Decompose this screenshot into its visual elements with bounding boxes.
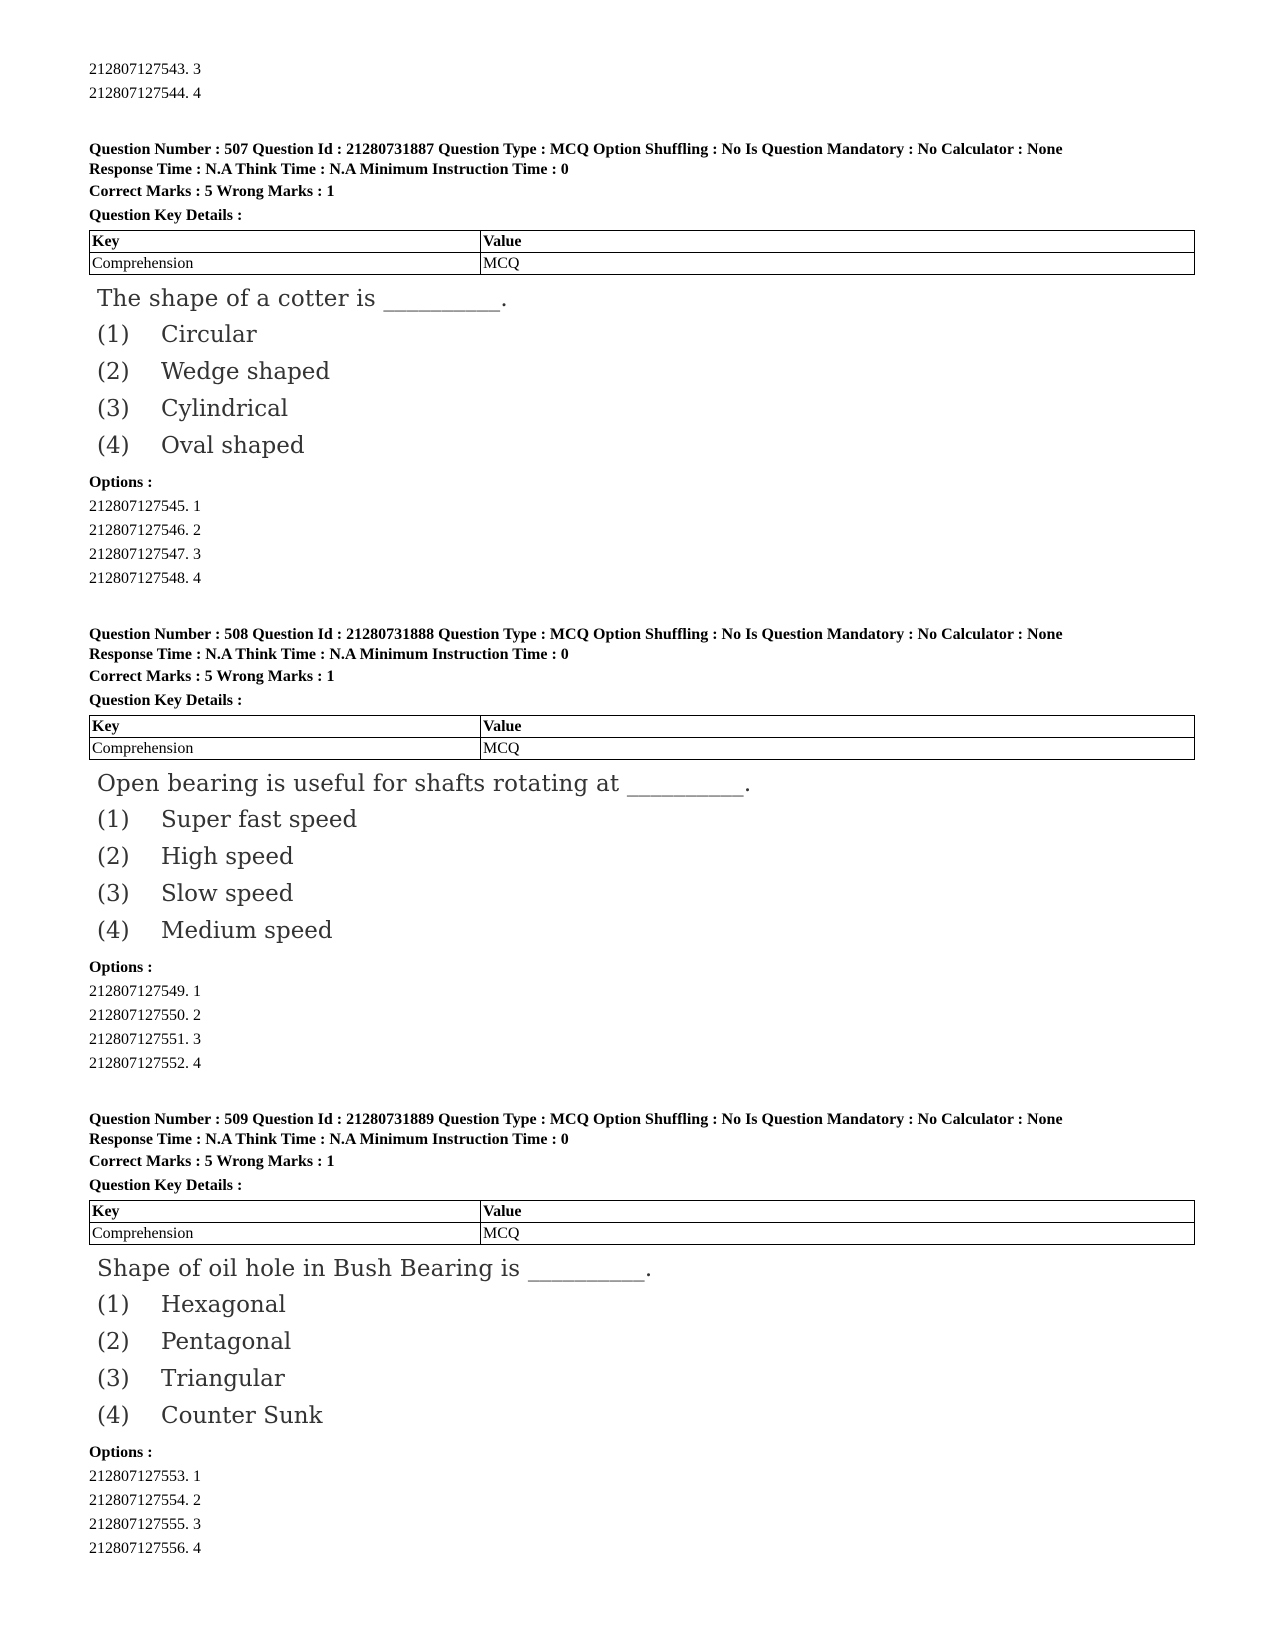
table-row	[90, 253, 1195, 275]
choice-number: (3)	[97, 1366, 130, 1392]
choice-number: (1)	[97, 1292, 130, 1318]
options-label: Options :	[89, 959, 153, 976]
value-cell: MCQ	[481, 738, 1195, 760]
question-text: The shape of a cotter is __________.	[97, 286, 508, 312]
key-details-label: Question Key Details :	[89, 1177, 243, 1194]
choice-text: Super fast speed	[161, 807, 358, 833]
value-header-cell: Value	[481, 231, 1195, 253]
choice-number: (4)	[97, 918, 130, 944]
choice-number: (4)	[97, 433, 130, 459]
table-header-row	[90, 1201, 1195, 1223]
choice-text: Wedge shaped	[161, 359, 331, 385]
question-text: Open bearing is useful for shafts rotating at __________.	[97, 771, 752, 797]
key-details-label: Question Key Details :	[89, 207, 243, 224]
choice-number: (4)	[97, 1403, 130, 1429]
option-line: 212807127551. 3	[89, 1031, 201, 1048]
question-header-line1: Question Number : 509 Question Id : 21280731889 Question Type : MCQ Option Shuffling : No Is Question Mandatory : No Calculator : None	[89, 1111, 1063, 1128]
choice-text: Counter Sunk	[161, 1403, 323, 1429]
question-header-line2: Response Time : N.A Think Time : N.A Minimum Instruction Time : 0	[89, 161, 569, 178]
table-row	[90, 738, 1195, 760]
choice-text: Cylindrical	[161, 396, 289, 422]
choice-text: Oval shaped	[161, 433, 305, 459]
table-header-row	[90, 231, 1195, 253]
choice-item	[97, 839, 1195, 876]
marks-line: Correct Marks : 5 Wrong Marks : 1	[89, 183, 335, 200]
choice-item	[97, 802, 1195, 839]
question-block-508	[89, 625, 1195, 1076]
key-details-table	[89, 1200, 1195, 1245]
previous-question-options	[89, 58, 1195, 106]
choice-number: (2)	[97, 844, 130, 870]
marks-line: Correct Marks : 5 Wrong Marks : 1	[89, 668, 335, 685]
choice-item	[97, 876, 1195, 913]
key-details-table	[89, 230, 1195, 275]
question-image	[97, 766, 1195, 950]
choice-text: Slow speed	[161, 881, 294, 907]
choice-item	[97, 1361, 1195, 1398]
question-header-line1: Question Number : 508 Question Id : 21280731888 Question Type : MCQ Option Shuffling : No Is Question Mandatory : No Calculator : None	[89, 626, 1063, 643]
choice-number: (3)	[97, 881, 130, 907]
choice-number: (1)	[97, 322, 130, 348]
value-cell: MCQ	[481, 253, 1195, 275]
option-line: 212807127549. 1	[89, 983, 201, 1000]
choice-text: Pentagonal	[161, 1329, 292, 1355]
key-header-cell: Key	[90, 231, 481, 253]
choice-text: High speed	[161, 844, 294, 870]
option-line: 212807127546. 2	[89, 522, 201, 539]
key-cell: Comprehension	[90, 253, 481, 275]
option-line: 212807127548. 4	[89, 570, 201, 587]
option-line: 212807127553. 1	[89, 1468, 201, 1485]
choice-item	[97, 391, 1195, 428]
question-block-507	[89, 140, 1195, 591]
document-page	[89, 58, 1195, 1561]
question-header-line2: Response Time : N.A Think Time : N.A Minimum Instruction Time : 0	[89, 1131, 569, 1148]
key-cell: Comprehension	[90, 738, 481, 760]
question-header-line1: Question Number : 507 Question Id : 21280731887 Question Type : MCQ Option Shuffling : No Is Question Mandatory : No Calculator : None	[89, 141, 1063, 158]
choice-item	[97, 354, 1195, 391]
question-image	[97, 281, 1195, 465]
option-line: 212807127550. 2	[89, 1007, 201, 1024]
choice-item	[97, 1398, 1195, 1435]
choice-number: (1)	[97, 807, 130, 833]
key-header-cell: Key	[90, 1201, 481, 1223]
option-line: 212807127554. 2	[89, 1492, 201, 1509]
question-header-line2: Response Time : N.A Think Time : N.A Minimum Instruction Time : 0	[89, 646, 569, 663]
option-line: 212807127552. 4	[89, 1055, 201, 1072]
table-row	[90, 1223, 1195, 1245]
value-header-cell: Value	[481, 716, 1195, 738]
choice-item	[97, 428, 1195, 465]
option-line: 212807127547. 3	[89, 546, 201, 563]
options-label: Options :	[89, 474, 153, 491]
option-line: 212807127555. 3	[89, 1516, 201, 1533]
value-header-cell: Value	[481, 1201, 1195, 1223]
key-details-label: Question Key Details :	[89, 692, 243, 709]
table-header-row	[90, 716, 1195, 738]
choice-number: (3)	[97, 396, 130, 422]
question-text: Shape of oil hole in Bush Bearing is __________.	[97, 1256, 653, 1282]
question-image	[97, 1251, 1195, 1435]
choice-text: Triangular	[161, 1366, 285, 1392]
options-label: Options :	[89, 1444, 153, 1461]
value-cell: MCQ	[481, 1223, 1195, 1245]
choice-text: Circular	[161, 322, 257, 348]
choice-number: (2)	[97, 359, 130, 385]
key-header-cell: Key	[90, 716, 481, 738]
option-line: 212807127545. 1	[89, 498, 201, 515]
choice-item	[97, 1324, 1195, 1361]
choice-item	[97, 317, 1195, 354]
key-details-table	[89, 715, 1195, 760]
option-line: 212807127543. 3	[89, 61, 201, 78]
choice-text: Hexagonal	[161, 1292, 286, 1318]
choice-item	[97, 1287, 1195, 1324]
option-line: 212807127544. 4	[89, 85, 201, 102]
option-line: 212807127556. 4	[89, 1540, 201, 1557]
key-cell: Comprehension	[90, 1223, 481, 1245]
choice-text: Medium speed	[161, 918, 333, 944]
choice-number: (2)	[97, 1329, 130, 1355]
question-block-509	[89, 1110, 1195, 1561]
choice-item	[97, 913, 1195, 950]
marks-line: Correct Marks : 5 Wrong Marks : 1	[89, 1153, 335, 1170]
